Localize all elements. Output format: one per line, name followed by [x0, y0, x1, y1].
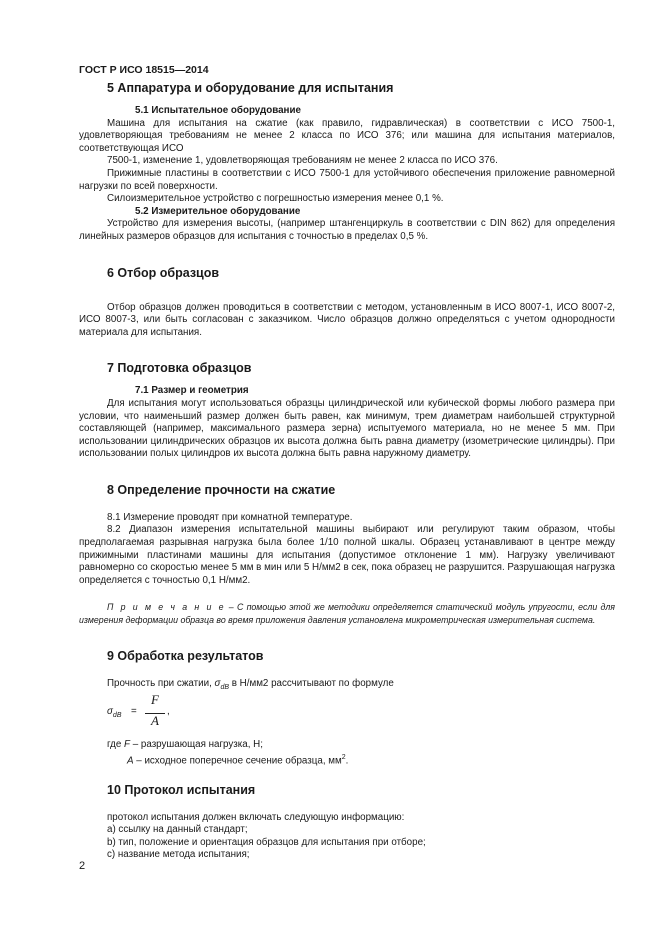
formula-equals: =: [131, 706, 137, 718]
protocol-list: [79, 812, 615, 862]
formula-comma: ,: [167, 706, 170, 718]
document-body: [79, 80, 615, 862]
formula-numerator: F: [151, 692, 159, 708]
page-number: 2: [79, 860, 86, 872]
note-text: – С помощью этой же методики определяется статический модуль упругости, если для измерения деформации образца во время приложения давления установлена микрометрическая измерительная система.: [79, 602, 616, 626]
formula-denominator: A: [151, 713, 159, 729]
section-6-paragraph: Отбор образцов должен проводиться в соответствии с методом, установленным в ИСО 8007-1, ИСО 8007-2, ИСО 8007-3, или быть согласован с заказчиком. Число образцов должно определяться с учетом однородности материала для испытания.: [79, 301, 615, 338]
list-item: b) тип, положение и ориентация образцов для испытания при отборе;: [107, 836, 426, 848]
where-line-F: где F – разрушающая нагрузка, Н;: [107, 739, 263, 751]
section-8-title: 8 Определение прочности на сжатие: [107, 482, 336, 497]
list-item: c) название метода испытания;: [107, 849, 250, 861]
section-5-title: 5 Аппаратура и оборудование для испытания: [107, 81, 394, 95]
where-line-A: A – исходное поперечное сечение образца, $мм^2$.: [127, 753, 349, 767]
subsection-5-1-title: 5.1 Испытательное оборудование: [135, 105, 301, 116]
section-5-paragraph: Машина для испытания на сжатие (как правило, гидравлическая) в соответствии с ИСО 7500-1, удовлетворяющая требованиям не менее 2 класса по ИСО 376; или машина для испытания материалов, соответствующая ИСО: [79, 117, 615, 154]
subsection-5-2-title: 5.2 Измерительное оборудование: [135, 205, 301, 217]
list-intro: протокол испытания должен включать следующую информацию:: [107, 811, 405, 823]
section-10-title: 10 Протокол испытания: [107, 782, 256, 797]
section-5-paragraph: Прижимные пластины в соответствии с ИСО 7500-1 для устойчивого обеспечения приложение равномерной нагрузки по всей поверхности.: [79, 167, 615, 192]
section-5-paragraph: Силоизмерительное устройство с погрешностью измерения менее 0,1 %.: [107, 193, 444, 205]
section-8-paragraph: 8.2 Диапазон измерения испытательной машины выбирают или регулируют таким образом, чтобы предполагаемая разрывная нагрузка была более 1/10 полной шкалы. Образец устанавливают в центре между прижимными пластинами машины для испытания (допустимое отклонение 1 мм). Нагрузку увеличивают равномерно со скоростью менее 5 мм в мин или 5 Н/мм2 в сек, пока образец не разрушится. Разрушающая нагрузка определяется с точностью 0,1 Н/мм2.: [79, 524, 615, 586]
section-9-title: 9 Обработка результатов: [107, 648, 264, 663]
list-item: а) ссылку на данный стандарт;: [107, 824, 248, 836]
section-7-paragraph: Для испытания могут использоваться образцы цилиндрической или кубической формы любого размера при условии, что наименьший размер должен быть равен, как минимум, трем диаметрам наибольшей структурной составляющей (например, максимального размера зерна) испытуемого материала, но не менее 5 мм. При использовании цилиндрических образцов их высота должна быть равна диаметру (изометрические цилиндры). При использовании полых цилиндров их высота должна быть равна наружному диаметру.: [79, 397, 615, 460]
subsection-7-1-title: 7.1 Размер и геометрия: [135, 385, 249, 397]
note-label: П р и м е ч а н и е: [107, 602, 226, 613]
formula-lhs: $\sigma_{dB}$: [107, 706, 122, 720]
formula: [107, 694, 615, 734]
section-8-paragraph: 8.1 Измерение проводят при комнатной температуре.: [107, 511, 353, 523]
section-6-title: 6 Отбор образцов: [107, 265, 220, 280]
section-7-title: 7 Подготовка образцов: [107, 361, 252, 376]
section-9-intro: Прочность при сжатии, $\sigma_{dB}$ в Н/мм2 рассчитывают по формуле: [107, 677, 394, 691]
note: [79, 601, 615, 626]
sigma-symbol: σ: [214, 677, 221, 689]
document-header: ГОСТ Р ИСО 18515—2014: [79, 64, 209, 76]
section-5-paragraph: 7500-1, изменение 1, удовлетворяющая требованиям не менее 2 класса по ИСО 376.: [107, 155, 498, 167]
section-5-paragraph: Устройство для измерения высоты, (например штангенциркуль в соответствии с DIN 862) для определения линейных размеров образцов для испытания с точностью в пределах 0,5 %.: [79, 218, 615, 242]
